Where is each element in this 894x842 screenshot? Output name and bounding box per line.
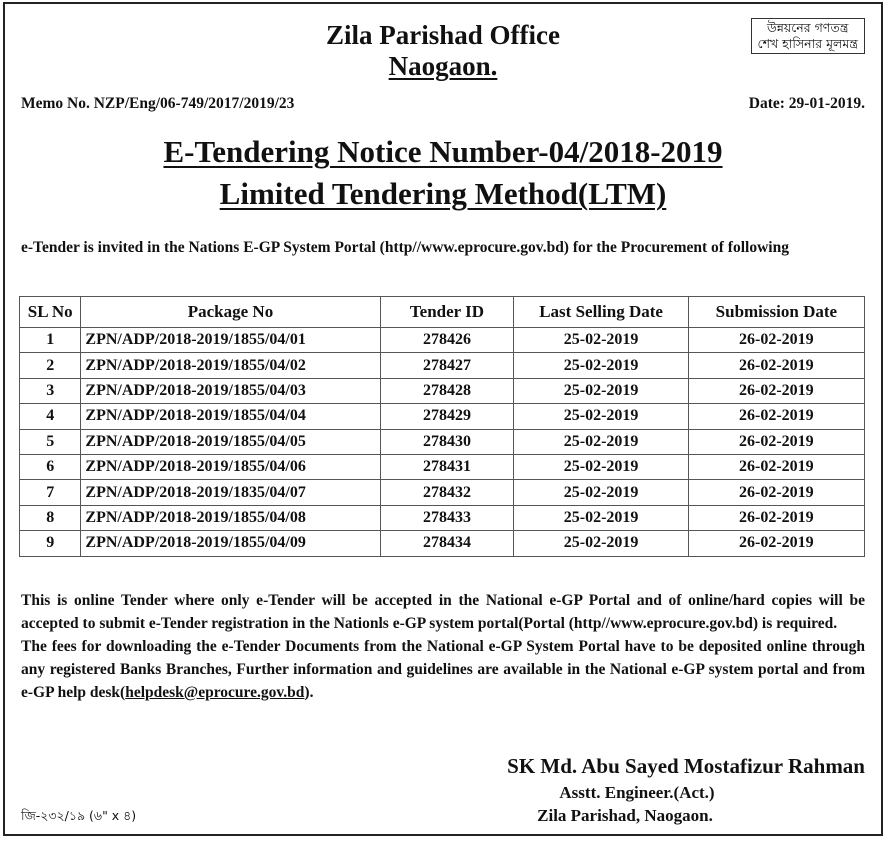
print-reference: জি-২৩২/১৯ (৬" x ৪) <box>21 808 137 823</box>
header-tender-id: Tender ID <box>380 297 514 328</box>
tender-table <box>19 296 865 557</box>
table-row <box>20 531 865 556</box>
signatory-name: SK Md. Abu Sayed Mostafizur Rahman <box>507 754 865 778</box>
cell-sl-no: 4 <box>20 404 81 429</box>
cell-last-selling-date: 25-02-2019 <box>514 353 688 378</box>
cell-sl-no: 7 <box>20 480 81 505</box>
cell-sl-no: 9 <box>20 531 81 556</box>
memo-number: Memo No. NZP/Eng/06-749/2017/2019/23 <box>21 95 295 112</box>
notice-body <box>21 589 865 704</box>
header-package-no: Package No <box>81 297 380 328</box>
cell-last-selling-date: 25-02-2019 <box>514 480 688 505</box>
cell-tender-id: 278433 <box>380 505 514 530</box>
cell-tender-id: 278432 <box>380 480 514 505</box>
cell-package-no: ZPN/ADP/2018-2019/1855/04/09 <box>81 531 380 556</box>
cell-last-selling-date: 25-02-2019 <box>514 505 688 530</box>
cell-last-selling-date: 25-02-2019 <box>514 429 688 454</box>
table-row <box>20 353 865 378</box>
table-row <box>20 454 865 479</box>
tender-notice <box>3 2 883 836</box>
signatory-designation: Asstt. Engineer.(Act.) <box>559 783 715 802</box>
memo-date: Date: 29-01-2019. <box>748 95 865 112</box>
office-location-text: Naogaon. <box>388 51 498 81</box>
cell-package-no: ZPN/ADP/2018-2019/1855/04/02 <box>81 353 380 378</box>
online-tender-paragraph: This is online Tender where only e-Tender will be accepted in the National e-GP Portal and of online/hard copies will be accepted to submit e-Tender registration in the Nationls e-GP system portal(Portal (http//www.eprocure.gov.bd) is required. <box>21 592 865 632</box>
slogan-line-1: উন্নয়নের গণতন্ত্র <box>767 20 849 35</box>
cell-sl-no: 5 <box>20 429 81 454</box>
cell-sl-no: 2 <box>20 353 81 378</box>
table-row <box>20 328 865 353</box>
cell-submission-date: 26-02-2019 <box>688 480 864 505</box>
cell-submission-date: 26-02-2019 <box>688 505 864 530</box>
cell-tender-id: 278426 <box>380 328 514 353</box>
cell-submission-date: 26-02-2019 <box>688 353 864 378</box>
header-submission-date: Submission Date <box>688 297 864 328</box>
cell-submission-date: 26-02-2019 <box>688 531 864 556</box>
cell-last-selling-date: 25-02-2019 <box>514 378 688 403</box>
table-row <box>20 404 865 429</box>
cell-submission-date: 26-02-2019 <box>688 454 864 479</box>
cell-package-no: ZPN/ADP/2018-2019/1855/04/05 <box>81 429 380 454</box>
signatory-office: Zila Parishad, Naogaon. <box>537 806 713 825</box>
helpdesk-email-link[interactable]: helpdesk@eprocure.gov.bd <box>125 684 305 701</box>
cell-last-selling-date: 25-02-2019 <box>514 454 688 479</box>
cell-sl-no: 8 <box>20 505 81 530</box>
header-sl-no: SL No <box>20 297 81 328</box>
cell-tender-id: 278434 <box>380 531 514 556</box>
intro-text: e-Tender is invited in the Nations E-GP System Portal (http//www.eprocure.gov.bd) for the Procurement of following <box>21 239 789 256</box>
cell-tender-id: 278430 <box>380 429 514 454</box>
cell-submission-date: 26-02-2019 <box>688 328 864 353</box>
cell-last-selling-date: 25-02-2019 <box>514 531 688 556</box>
office-location <box>5 51 881 81</box>
cell-package-no: ZPN/ADP/2018-2019/1855/04/04 <box>81 404 380 429</box>
cell-sl-no: 6 <box>20 454 81 479</box>
table-header-row <box>20 297 865 328</box>
slogan-box <box>751 18 866 54</box>
notice-subtitle: Limited Tendering Method(LTM) <box>219 176 667 211</box>
cell-last-selling-date: 25-02-2019 <box>514 328 688 353</box>
cell-sl-no: 1 <box>20 328 81 353</box>
header-last-selling-date: Last Selling Date <box>514 297 688 328</box>
cell-last-selling-date: 25-02-2019 <box>514 404 688 429</box>
cell-tender-id: 278427 <box>380 353 514 378</box>
cell-submission-date: 26-02-2019 <box>688 378 864 403</box>
signatory-name-line <box>5 755 881 777</box>
cell-tender-id: 278428 <box>380 378 514 403</box>
cell-package-no: ZPN/ADP/2018-2019/1855/04/01 <box>81 328 380 353</box>
cell-tender-id: 278431 <box>380 454 514 479</box>
cell-package-no: ZPN/ADP/2018-2019/1855/04/03 <box>81 378 380 403</box>
cell-tender-id: 278429 <box>380 404 514 429</box>
table-row <box>20 429 865 454</box>
slogan-line-2: শেখ হাসিনার মূলমন্ত্র <box>757 36 858 51</box>
table-row <box>20 480 865 505</box>
table-row <box>20 378 865 403</box>
fees-paragraph-text: The fees for downloading the e-Tender Documents from the National e-GP System Portal have to be deposited online through any registered Banks Branches, Further information and guidelines are available in the National e-GP system portal and from e-GP help desk( <box>21 638 865 701</box>
office-name: Zila Parishad Office <box>326 20 560 50</box>
cell-package-no: ZPN/ADP/2018-2019/1855/04/06 <box>81 454 380 479</box>
table-row <box>20 505 865 530</box>
fees-paragraph-end: ). <box>304 684 314 701</box>
cell-package-no: ZPN/ADP/2018-2019/1835/04/07 <box>81 480 380 505</box>
cell-package-no: ZPN/ADP/2018-2019/1855/04/08 <box>81 505 380 530</box>
cell-submission-date: 26-02-2019 <box>688 429 864 454</box>
cell-sl-no: 3 <box>20 378 81 403</box>
fees-paragraph <box>21 635 865 704</box>
notice-title: E-Tendering Notice Number-04/2018-2019 <box>163 134 723 169</box>
cell-submission-date: 26-02-2019 <box>688 404 864 429</box>
